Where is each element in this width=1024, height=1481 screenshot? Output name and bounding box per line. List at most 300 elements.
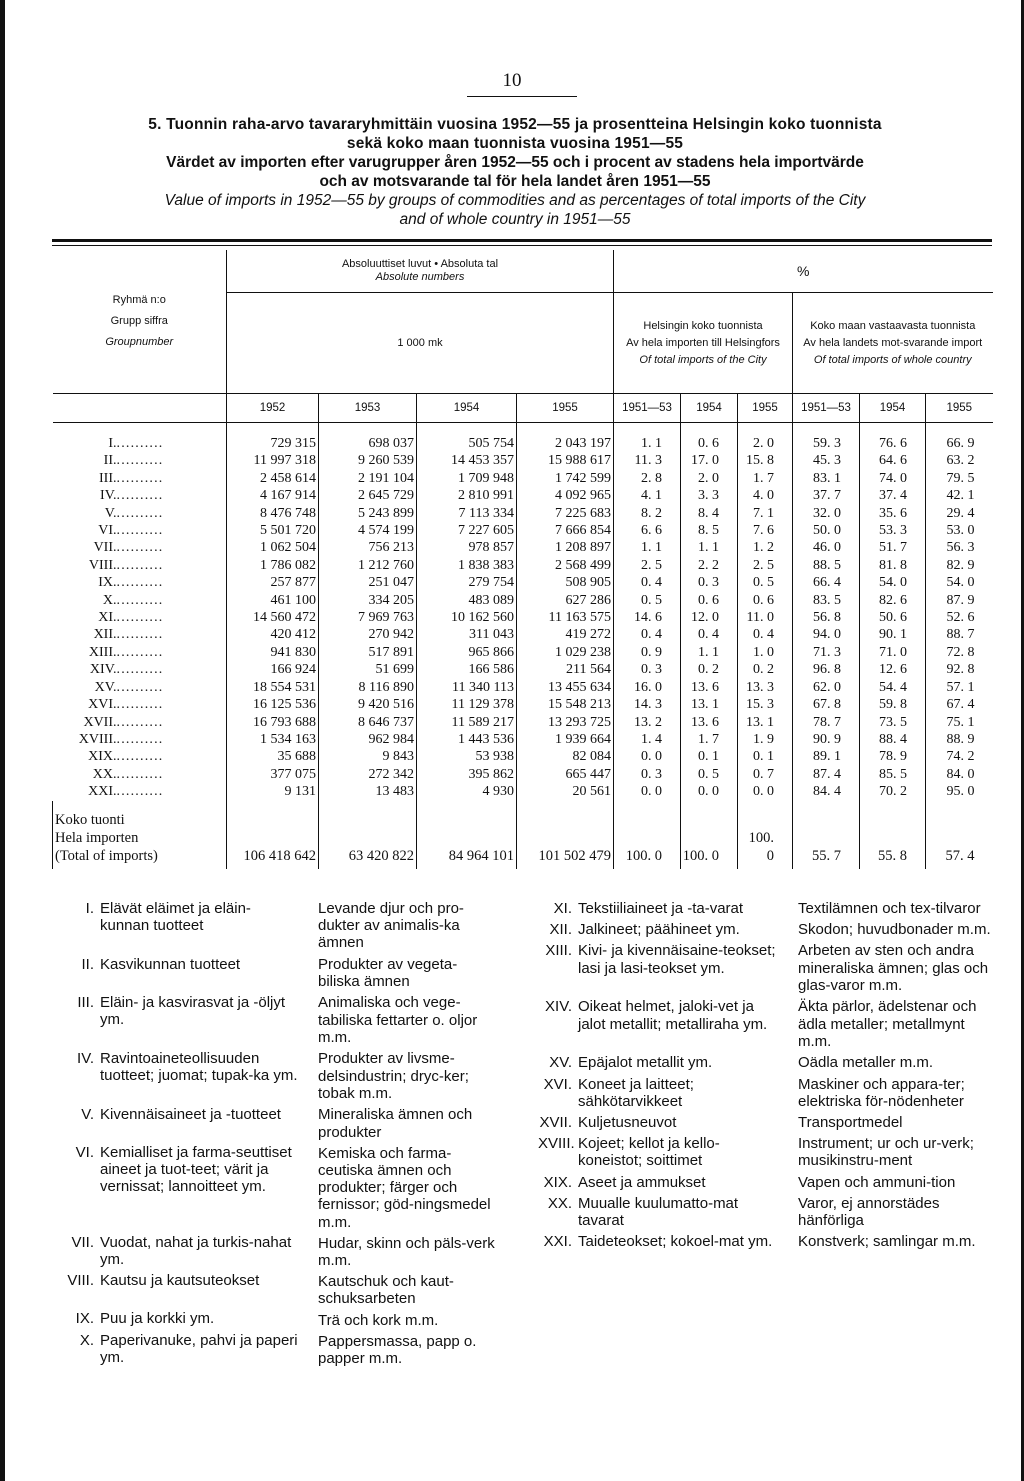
city-header-sv: Av hela importen till Helsingfors (626, 336, 780, 349)
table-row (53, 592, 993, 609)
percent-cell: 54. 4 (860, 679, 926, 696)
legend-text: Eläin- ja kasvirasvat ja -öljyt ym. (100, 994, 286, 1029)
value-cell: 8 646 737 (319, 714, 417, 731)
year-header-spacer (53, 394, 227, 423)
percent-cell: 29. 4 (946, 505, 975, 521)
legend-text: Pappersmassa, papp o. papper m.m. (318, 1332, 477, 1368)
legend-item (60, 1144, 298, 1230)
group-number: IX. (98, 575, 117, 591)
legend-item (538, 1233, 778, 1250)
table-row (53, 452, 993, 469)
legend-item (798, 1114, 998, 1131)
leader-dots: .......... (116, 505, 164, 521)
percent-cell: 0. 1 (681, 748, 738, 765)
percent-cell: 7. 6 (738, 522, 793, 539)
group-cell (53, 487, 227, 504)
legend-text: Produkter av livsme-delsindustrin; dryc-ker; tobak m.m. (318, 1050, 469, 1102)
legend-item (318, 1273, 498, 1307)
percent-cell: 88. 7 (946, 627, 975, 643)
legend-item (538, 921, 778, 938)
legend-item (538, 1076, 778, 1110)
percent-cell: 64. 6 (860, 452, 926, 469)
legend-item (60, 1050, 298, 1102)
value-cell: 627 286 (517, 592, 614, 609)
value-cell: 11 129 378 (417, 696, 517, 713)
year-header: 1955 (517, 394, 614, 423)
percent-cell: 0. 0 (614, 783, 681, 800)
group-number: XIX. (88, 749, 117, 765)
legend-item (318, 1050, 498, 1102)
legend-item (318, 956, 498, 990)
value-cell: 2 458 614 (227, 470, 319, 487)
legend-number: V. (81, 1106, 94, 1123)
legend-number: VI. (75, 1144, 94, 1161)
value-cell: 9 131 (227, 783, 319, 800)
title-fi-line1: 5. Tuonnin raha-arvo tavararyhmittäin vuosina 1952—55 ja prosentteina Helsingin koko tuonnista (148, 116, 882, 133)
value-cell: 2 043 197 (517, 423, 614, 453)
value-cell: 11 340 113 (417, 679, 517, 696)
percent-cell: 88. 4 (860, 731, 926, 748)
value-cell: 166 586 (417, 661, 517, 678)
legend-text: Kemiska och farma-ceutiska ämnen och produkter; färger och fernissor; göd-ningsmedel m.m. (318, 1144, 491, 1231)
title-fi-line2: sekä koko maan tuonnista vuosina 1951—55 (346, 135, 684, 152)
group-cell (53, 748, 227, 765)
table-row (53, 766, 993, 783)
percent-cell: 35. 6 (860, 505, 926, 522)
value-cell: 53 938 (417, 748, 517, 765)
percent-cell: 0. 4 (614, 626, 681, 643)
percent-cell: 88. 5 (793, 557, 860, 574)
value-cell: 420 412 (227, 626, 319, 643)
percent-cell: 6. 6 (614, 522, 681, 539)
title-sv-line1: Värdet av importen efter varugrupper åren 1952—55 och i procent av stadens hela importvärde (166, 154, 864, 171)
table-row (53, 783, 993, 800)
percent-cell: 52. 6 (946, 610, 975, 626)
legend-text: Varor, ej annorstädes hänförliga (798, 1194, 940, 1230)
group-cell (53, 423, 227, 453)
absolute-header-en: Absolute numbers (375, 271, 465, 283)
legend-item (60, 1234, 298, 1268)
leader-dots: .......... (116, 453, 164, 469)
value-cell: 16 793 688 (227, 714, 319, 731)
imports-table (52, 250, 993, 869)
legend-number: II. (81, 956, 94, 973)
leader-dots: .......... (116, 766, 164, 782)
value-cell: 166 924 (227, 661, 319, 678)
value-cell: 4 930 (417, 783, 517, 800)
value-cell: 7 225 683 (517, 505, 614, 522)
value-cell: 1 212 760 (319, 557, 417, 574)
percent-cell: 1. 2 (738, 539, 793, 556)
percent-cell: 13. 6 (681, 679, 738, 696)
absolute-header-fi-sv: Absoluuttiset luvut • Absoluta tal (341, 258, 499, 270)
percent-cell: 0. 0 (614, 748, 681, 765)
value-cell: 15 548 213 (517, 696, 614, 713)
group-cell (53, 557, 227, 574)
table-row (53, 731, 993, 748)
legend-text: Kasvikunnan tuotteet (100, 956, 241, 973)
percent-cell: 50. 0 (793, 522, 860, 539)
legend-text: Arbeten av sten och andra mineraliska ämnen; glas och glas-varor m.m. (798, 942, 989, 994)
city-header (614, 293, 793, 394)
percent-cell: 13. 1 (738, 714, 793, 731)
legend-item (798, 1233, 998, 1250)
value-cell: 9 420 516 (319, 696, 417, 713)
legend-number: XVII. (539, 1114, 572, 1132)
legend-text: Muualle kuulumatto-mat tavarat (578, 1194, 739, 1230)
percent-cell: 0. 5 (614, 592, 681, 609)
percent-cell: 57. 1 (946, 679, 975, 695)
percent-cell: 32. 0 (793, 505, 860, 522)
table-row (53, 644, 993, 661)
legend-item (60, 1310, 298, 1327)
legend-number: XX. (547, 1194, 572, 1212)
legend-text: Kojeet; kellot ja kello-koneistot; soittimet (578, 1135, 720, 1170)
legend-text: Levande djur och pro-dukter av animalis-ka ämnen (318, 900, 464, 952)
legend-item (318, 1333, 498, 1367)
legend-item (798, 1195, 998, 1229)
total-cell: 100. 0 (614, 801, 681, 869)
percent-cell: 94. 0 (793, 626, 860, 643)
group-number: XX. (92, 766, 117, 782)
percent-cell: 67. 8 (793, 696, 860, 713)
leader-dots: .......... (116, 523, 164, 539)
percent-cell: 17. 0 (681, 452, 738, 469)
percent-cell: 87. 4 (793, 766, 860, 783)
legend-number: IX. (75, 1310, 94, 1328)
leader-dots: .......... (116, 644, 164, 660)
percent-cell: 59. 3 (793, 423, 860, 453)
percent-cell: 4. 0 (738, 487, 793, 504)
legend-item (60, 1332, 298, 1366)
city-header-en: Of total imports of the City (639, 353, 767, 366)
total-cell: 55. 7 (793, 801, 860, 869)
percent-cell: 53. 0 (946, 523, 975, 539)
value-cell: 51 699 (319, 661, 417, 678)
value-cell: 251 047 (319, 574, 417, 591)
leader-dots: .......... (116, 627, 164, 643)
legend-number: VII. (71, 1234, 94, 1251)
legend-text: Instrument; ur och ur-verk; musikinstru-ment (798, 1135, 974, 1170)
legend-number: XI. (553, 900, 572, 917)
percent-cell: 54. 0 (946, 575, 975, 591)
total-label-sv: Hela importen (55, 829, 139, 846)
total-label (53, 801, 227, 869)
percent-cell: 89. 1 (793, 748, 860, 765)
legend-text: Ravintoaineteollisuuden tuotteet; juomat; tupak-ka ym. (100, 1050, 298, 1085)
value-cell: 13 293 725 (517, 714, 614, 731)
percent-cell: 2. 8 (614, 470, 681, 487)
percent-cell: 56. 8 (793, 609, 860, 626)
percent-cell: 71. 3 (793, 644, 860, 661)
percent-cell: 15. 8 (738, 452, 793, 469)
percent-cell: 11. 0 (738, 609, 793, 626)
legend-item (798, 900, 998, 917)
percent-cell: 0. 4 (681, 626, 738, 643)
table-title (40, 115, 990, 229)
percent-cell: 14. 6 (614, 609, 681, 626)
legend-item (798, 942, 998, 994)
percent-cell: 82. 9 (946, 557, 975, 573)
table-row (53, 505, 993, 522)
group-number: XIII. (88, 644, 117, 660)
legend-text: Animaliska och vege-tabiliska fettarter o. oljor m.m. (318, 994, 478, 1046)
unit-header: 1 000 mk (227, 293, 614, 394)
percent-cell: 1. 9 (738, 731, 793, 748)
group-number: VI. (98, 523, 117, 539)
legend-text: Oikeat helmet, jaloki-vet ja jalot metallit; metalliraha ym. (578, 998, 768, 1033)
absolute-header (227, 250, 614, 293)
total-label-en: (Total of imports) (55, 847, 158, 864)
percent-cell: 63. 2 (946, 453, 975, 469)
percent-cell: 1. 4 (614, 731, 681, 748)
group-header-fi: Ryhmä n:o (112, 294, 166, 306)
year-header: 1951—53 (614, 394, 681, 423)
legend-text: Konstverk; samlingar m.m. (798, 1233, 976, 1251)
percent-cell: 1. 7 (738, 470, 793, 487)
percent-cell: 85. 5 (860, 766, 926, 783)
group-header-en: Groupnumber (105, 336, 174, 348)
percent-cell: 0. 5 (738, 574, 793, 591)
value-cell: 20 561 (517, 783, 614, 800)
percent-cell: 45. 3 (793, 452, 860, 469)
group-number: XVIII. (78, 731, 117, 747)
legend-col-fi-2 (538, 900, 778, 1254)
legend-text: Kivennäisaineet ja -tuotteet (100, 1106, 281, 1123)
percent-cell: 13. 1 (681, 696, 738, 713)
legend-text: Hudar, skinn och päls-verk m.m. (318, 1234, 495, 1270)
legend-item (318, 900, 498, 952)
double-rule-bottom (52, 245, 992, 246)
legend-text: Kivi- ja kivennäisaine-teokset; lasi ja lasi-teokset ym. (578, 942, 776, 977)
table-row (53, 522, 993, 539)
group-cell (53, 452, 227, 469)
group-number: V. (104, 505, 117, 521)
group-number: XV. (94, 679, 117, 695)
value-cell: 1 838 383 (417, 557, 517, 574)
value-cell: 7 227 605 (417, 522, 517, 539)
legend-number: XII. (549, 921, 572, 939)
group-cell (53, 766, 227, 783)
legend-text: Jalkineet; päähineet ym. (578, 921, 740, 939)
percent-cell: 84. 0 (946, 766, 975, 782)
page-number-rule (467, 96, 577, 97)
percent-cell: 12. 6 (860, 661, 926, 678)
percent-cell: 42. 1 (946, 488, 975, 504)
legend-item (318, 1145, 498, 1231)
value-cell: 377 075 (227, 766, 319, 783)
value-cell: 1 939 664 (517, 731, 614, 748)
percent-cell: 62. 0 (793, 679, 860, 696)
percent-cell: 75. 1 (946, 714, 975, 730)
percent-cell: 8. 4 (681, 505, 738, 522)
value-cell: 4 574 199 (319, 522, 417, 539)
group-cell (53, 714, 227, 731)
value-cell: 14 560 472 (227, 609, 319, 626)
group-number: VII. (93, 540, 117, 556)
percent-cell: 70. 2 (860, 783, 926, 800)
percent-cell: 0. 4 (738, 626, 793, 643)
legend-text: Puu ja korkki ym. (100, 1310, 215, 1328)
percent-cell: 88. 9 (946, 731, 975, 747)
year-header: 1955 (738, 394, 793, 423)
percent-cell: 50. 6 (860, 609, 926, 626)
legend-item (60, 994, 298, 1046)
year-header: 1952 (227, 394, 319, 423)
value-cell: 461 100 (227, 592, 319, 609)
value-cell: 1 029 238 (517, 644, 614, 661)
table-row (53, 714, 993, 731)
group-header-sv: Grupp siffra (110, 315, 168, 327)
value-cell: 311 043 (417, 626, 517, 643)
value-cell: 1 786 082 (227, 557, 319, 574)
legend-text: Vapen och ammuni-tion (798, 1173, 956, 1191)
value-cell: 505 754 (417, 423, 517, 453)
value-cell: 698 037 (319, 423, 417, 453)
total-cell: 100. 0 (738, 801, 793, 869)
percent-cell: 4. 1 (614, 487, 681, 504)
percent-cell: 14. 3 (614, 696, 681, 713)
value-cell: 334 205 (319, 592, 417, 609)
percent-cell: 66. 4 (793, 574, 860, 591)
value-cell: 2 810 991 (417, 487, 517, 504)
value-cell: 1 742 599 (517, 470, 614, 487)
value-cell: 2 645 729 (319, 487, 417, 504)
percent-cell: 74. 2 (946, 749, 975, 765)
title-en-line2: and of whole country in 1951—55 (399, 211, 631, 228)
table-row (53, 679, 993, 696)
legend-item (798, 998, 998, 1050)
percent-cell: 37. 4 (860, 487, 926, 504)
legend-item (60, 1106, 298, 1140)
group-cell (53, 661, 227, 678)
percent-cell: 16. 0 (614, 679, 681, 696)
country-header (793, 293, 993, 394)
percent-cell: 15. 3 (738, 696, 793, 713)
value-cell: 1 062 504 (227, 539, 319, 556)
year-header: 1954 (860, 394, 926, 423)
percent-cell: 79. 5 (946, 470, 975, 486)
value-cell: 5 243 899 (319, 505, 417, 522)
percent-cell: 0. 3 (614, 766, 681, 783)
percent-cell: 1. 7 (681, 731, 738, 748)
table-row (53, 539, 993, 556)
group-cell (53, 696, 227, 713)
value-cell: 1 443 536 (417, 731, 517, 748)
percent-cell: 54. 0 (860, 574, 926, 591)
group-number: II. (103, 453, 117, 469)
legend-number: XIII. (545, 942, 572, 960)
value-cell: 8 476 748 (227, 505, 319, 522)
legend-item (798, 1174, 998, 1191)
value-cell: 14 453 357 (417, 452, 517, 469)
total-cell: 100. 0 (681, 801, 738, 869)
legend-item (60, 956, 298, 990)
legend-item (318, 1312, 498, 1329)
table-body (53, 423, 993, 801)
leader-dots: .......... (116, 540, 164, 556)
value-cell: 11 589 217 (417, 714, 517, 731)
legend-text: Vuodat, nahat ja turkis-nahat ym. (100, 1234, 292, 1269)
leader-dots: .......... (116, 488, 164, 504)
leader-dots: .......... (116, 697, 164, 713)
value-cell: 13 483 (319, 783, 417, 800)
title-en-line1: Value of imports in 1952—55 by groups of commodities and as percentages of total imports of the City (164, 192, 866, 209)
total-cell: 84 964 101 (417, 801, 517, 869)
table-row (53, 609, 993, 626)
legend-item (538, 900, 778, 917)
percent-cell: 83. 1 (793, 470, 860, 487)
value-cell: 665 447 (517, 766, 614, 783)
value-cell: 2 568 499 (517, 557, 614, 574)
percent-cell: 74. 0 (860, 470, 926, 487)
group-number: I. (108, 436, 117, 451)
group-cell (53, 592, 227, 609)
percent-cell: 0. 9 (614, 644, 681, 661)
legend-col-fi-1 (60, 900, 298, 1370)
group-cell (53, 679, 227, 696)
leader-dots: .......... (116, 714, 164, 730)
group-number: XVII. (83, 714, 117, 730)
value-cell: 5 501 720 (227, 522, 319, 539)
legend-item (60, 900, 298, 952)
legend-item (538, 1054, 778, 1071)
value-cell: 11 163 575 (517, 609, 614, 626)
year-header: 1954 (681, 394, 738, 423)
value-cell: 9 260 539 (319, 452, 417, 469)
percent-cell: 53. 3 (860, 522, 926, 539)
percent-cell: 2. 0 (738, 423, 793, 453)
percent-cell: 0. 6 (681, 423, 738, 453)
leader-dots: .......... (116, 731, 164, 747)
legend-number: XVIII. (538, 1135, 575, 1153)
leader-dots: .......... (116, 436, 164, 451)
legend-text: Tekstiiliaineet ja -ta-varat (578, 900, 744, 917)
group-cell (53, 470, 227, 487)
value-cell: 82 084 (517, 748, 614, 765)
group-cell (53, 644, 227, 661)
leader-dots: .......... (116, 575, 164, 591)
table-row (53, 748, 993, 765)
percent-cell: 2. 5 (738, 557, 793, 574)
percent-cell: 46. 0 (793, 539, 860, 556)
value-cell: 272 342 (319, 766, 417, 783)
value-cell: 15 988 617 (517, 452, 614, 469)
percent-cell: 0. 3 (614, 661, 681, 678)
value-cell: 211 564 (517, 661, 614, 678)
percent-cell: 78. 7 (793, 714, 860, 731)
value-cell: 279 754 (417, 574, 517, 591)
percent-cell: 83. 5 (793, 592, 860, 609)
percent-cell: 8. 5 (681, 522, 738, 539)
group-cell (53, 522, 227, 539)
country-header-en: Of total imports of whole country (813, 353, 972, 366)
legend-text: Paperivanuke, pahvi ja paperi ym. (100, 1331, 298, 1366)
percent-cell: 66. 9 (946, 436, 975, 451)
legend-text: Aseet ja ammukset (578, 1173, 706, 1191)
year-header: 1954 (417, 394, 517, 423)
table-row (53, 557, 993, 574)
value-cell: 517 891 (319, 644, 417, 661)
percent-cell: 0. 7 (738, 766, 793, 783)
group-header (53, 250, 227, 394)
total-cell: 106 418 642 (227, 801, 319, 869)
leader-dots: .......... (116, 592, 164, 608)
total-cell: 63 420 822 (319, 801, 417, 869)
leader-dots: .......... (116, 470, 164, 486)
value-cell: 11 997 318 (227, 452, 319, 469)
legend-text: Textilämnen och tex-tilvaror (798, 900, 981, 917)
